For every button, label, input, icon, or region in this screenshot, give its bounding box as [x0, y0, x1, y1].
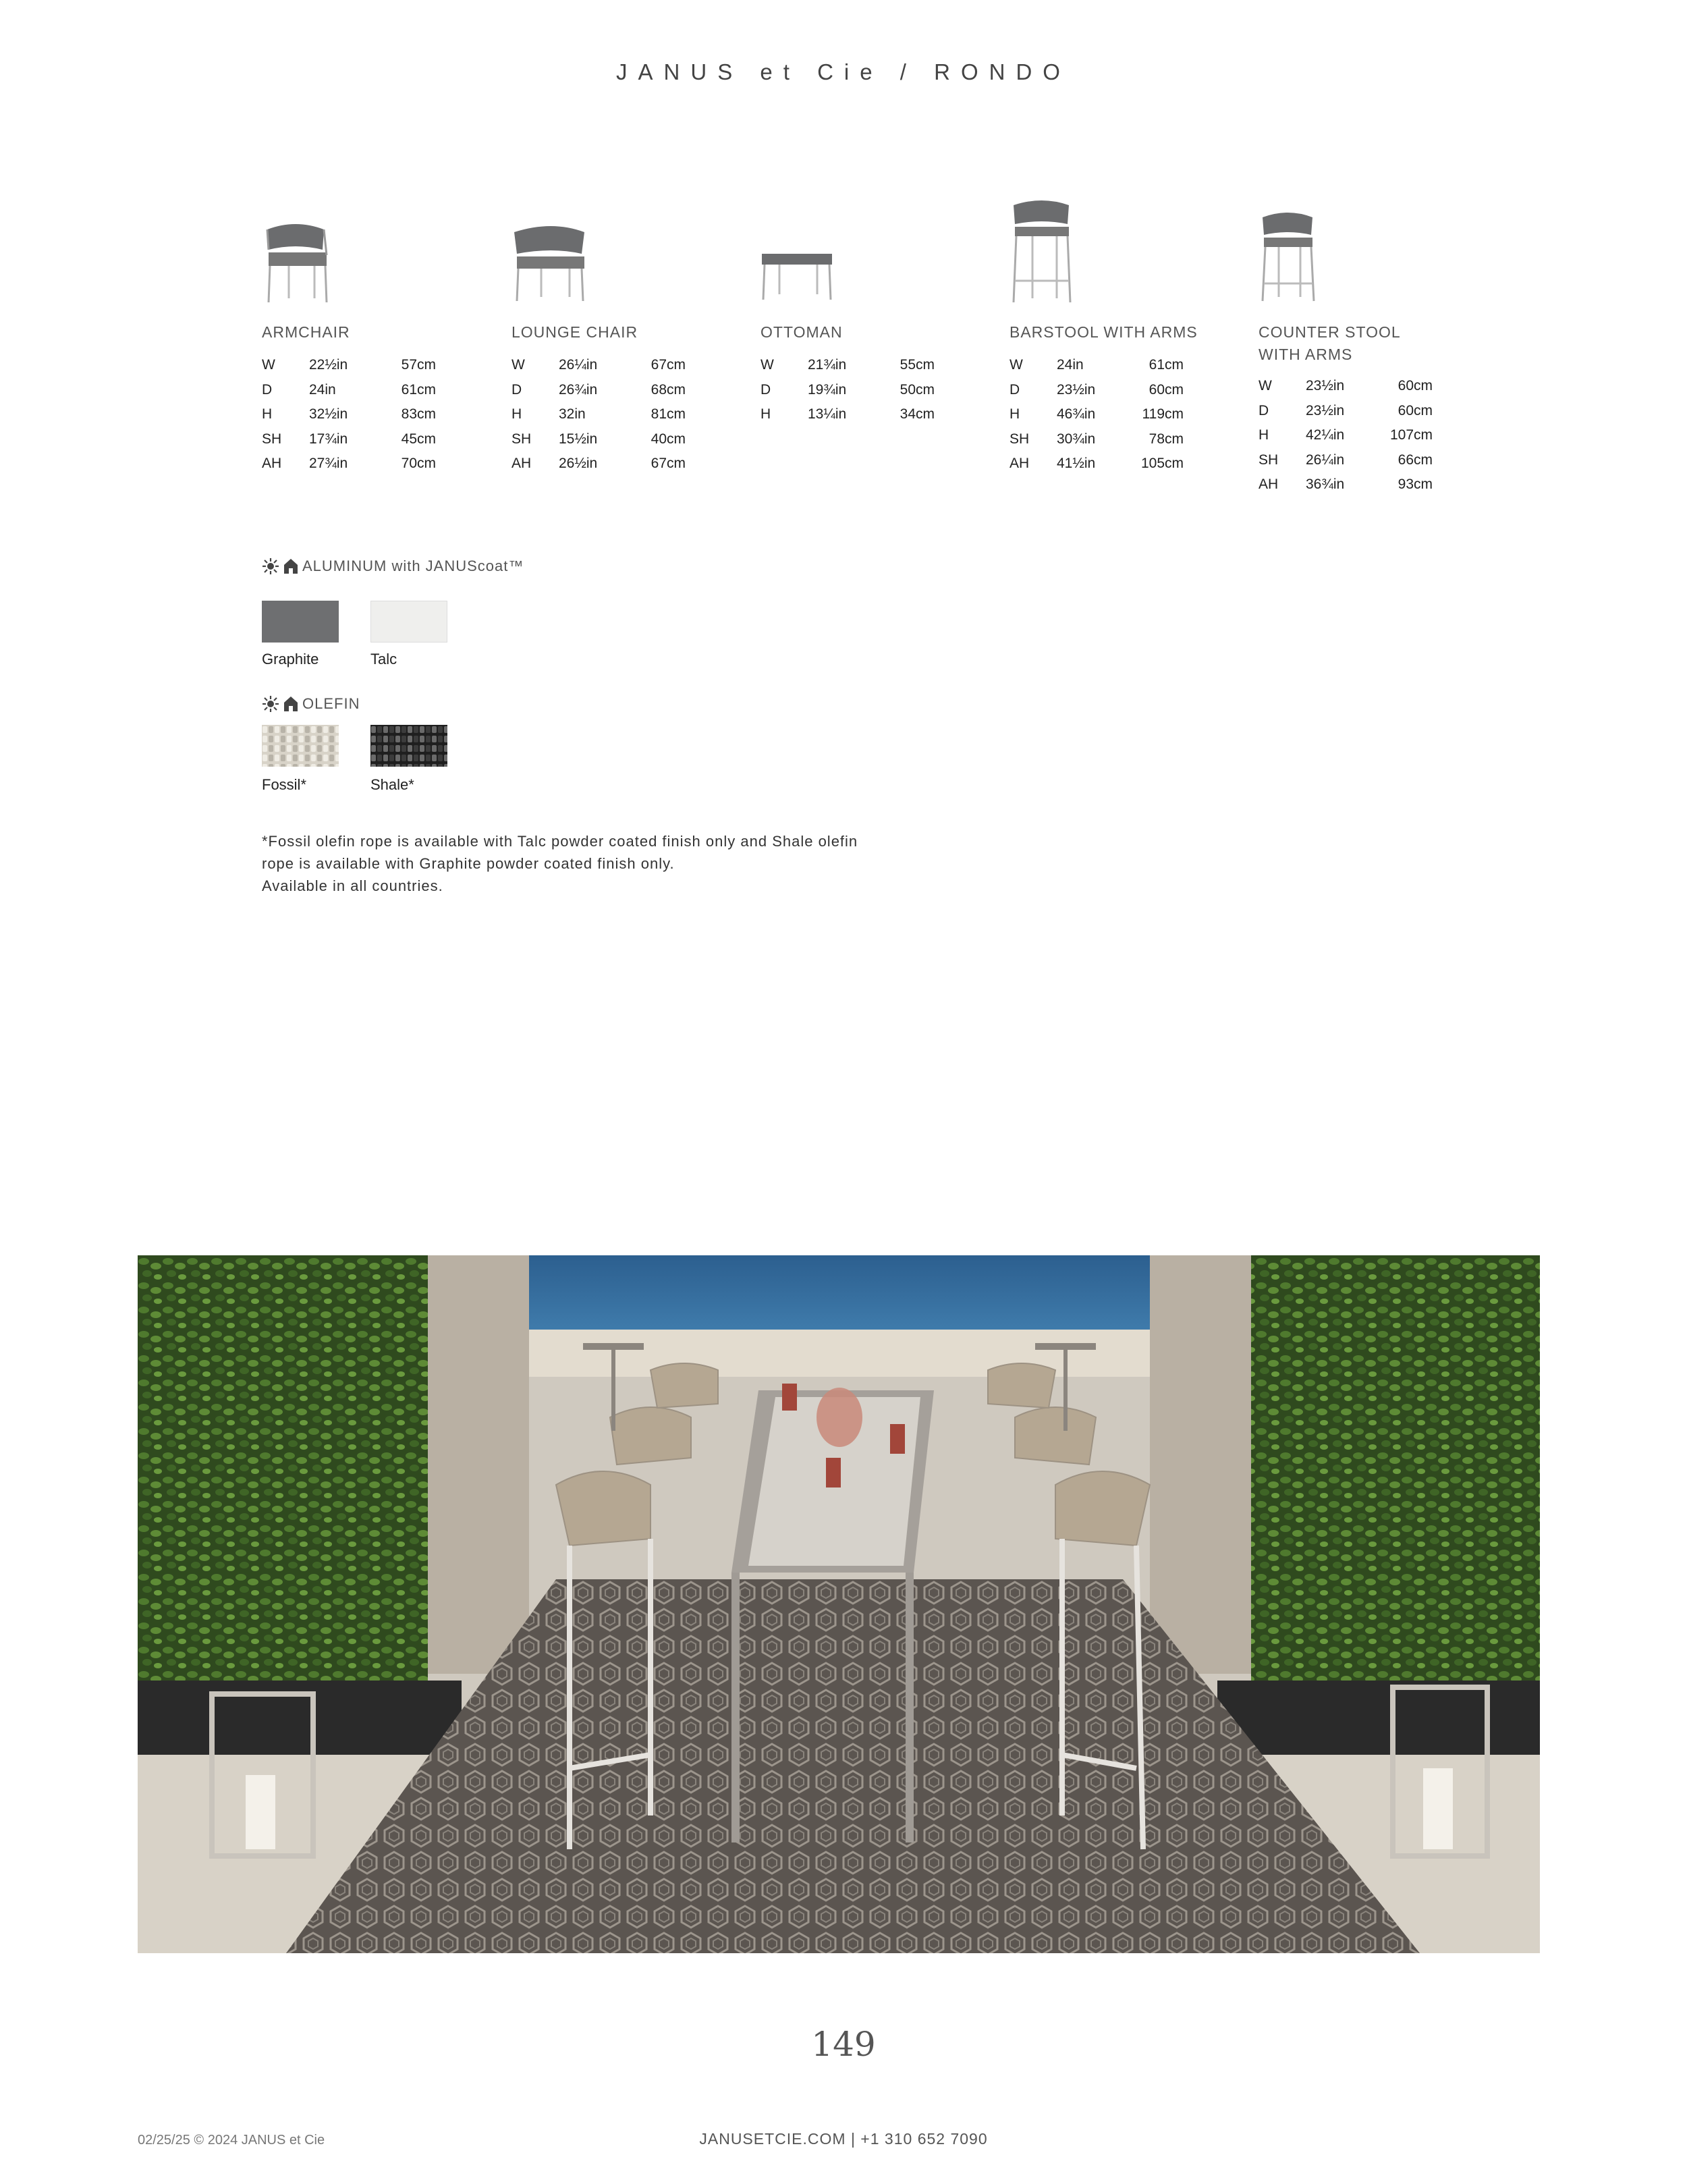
swatch-label-fossil: Fossil*: [262, 776, 307, 793]
dim-row-w: W 24in 61cm: [1010, 357, 1184, 373]
dim-row-ah: AH 26½in 67cm: [511, 456, 686, 471]
dim-row-w: W 21¾in 55cm: [760, 357, 935, 373]
dim-row-ah: AH 27¾in 70cm: [262, 456, 436, 471]
product-name: LOUNGE CHAIR: [511, 323, 638, 341]
dim-row-h: H 32½in 83cm: [262, 406, 436, 422]
product-name: BARSTOOL WITH ARMS: [1010, 323, 1198, 341]
page-number: 149: [811, 2025, 876, 2064]
page-header-title: JANUS et Cie / RONDO: [616, 59, 1071, 84]
dim-row-sh: SH 17¾in 45cm: [262, 431, 436, 447]
availability-note: *Fossil olefin rope is available with Talc powder coated finish only and Shale olefin rope is available with Graphite powder coated finish only. Available in all countries.: [262, 833, 858, 894]
dimensions-table: [760, 353, 983, 427]
lifestyle-photo: [138, 1255, 1540, 1953]
dim-row-sh: SH 30¾in 78cm: [1010, 431, 1184, 447]
barstool-image: [1010, 196, 1232, 304]
dim-row-h: H 32in 81cm: [511, 406, 686, 422]
product-ottoman: [760, 196, 983, 427]
dimensions-table: [262, 353, 485, 476]
swatch-fossil: [262, 725, 339, 767]
product-name: ARMCHAIR: [262, 323, 350, 341]
aluminum-material-heading: [262, 557, 524, 575]
dim-row-w: W 23½in 60cm: [1259, 378, 1433, 393]
product-name: OTTOMAN: [760, 323, 843, 341]
swatch-label-talc: Talc: [370, 651, 397, 667]
swatch-label-shale: Shale*: [370, 776, 414, 793]
dim-row-d: D 23½in 60cm: [1259, 402, 1433, 418]
dim-row-d: D 23½in 60cm: [1010, 381, 1184, 398]
olefin-title: OLEFIN: [302, 695, 360, 712]
sun-icon: [262, 557, 279, 575]
ottoman-image: [760, 196, 983, 304]
swatch-label-graphite: Graphite: [262, 651, 319, 667]
swatch-graphite: [262, 601, 339, 643]
dim-row-w: W 26¼in 67cm: [511, 357, 686, 373]
dim-row-d: D 24in 61cm: [262, 381, 436, 398]
dim-row-ah: AH 41½in 105cm: [1010, 456, 1184, 471]
aluminum-title: ALUMINUM with JANUScoat™: [302, 557, 524, 574]
dim-row-d: D 19¾in 50cm: [760, 381, 935, 398]
armchair-image: [262, 196, 485, 304]
swatch-talc: [370, 601, 447, 643]
sun-icon: [262, 695, 279, 713]
footer-contact: JANUSETCIE.COM | +1 310 652 7090: [699, 2130, 988, 2148]
dim-row-d: D 26¾in 68cm: [511, 381, 686, 398]
footer-date-copyright: 02/25/25 © 2024 JANUS et Cie: [138, 2133, 325, 2148]
product-armchair: [262, 196, 485, 476]
dim-row-sh: SH 26¼in 66cm: [1259, 452, 1433, 468]
dim-row-h: H 42¼in 107cm: [1259, 427, 1433, 443]
olefin-material-heading: [262, 695, 360, 713]
swatch-shale: [370, 725, 447, 767]
house-icon: [283, 558, 298, 574]
dim-row-ah: AH 36¾in 93cm: [1259, 476, 1433, 492]
product-name: COUNTER STOOL WITH ARMS: [1259, 323, 1401, 363]
dim-row-h: H 13¼in 34cm: [760, 406, 935, 422]
dim-row-h: H 46¾in 119cm: [1010, 406, 1184, 422]
product-lounge-chair: [511, 196, 734, 476]
counter-stool-image: [1259, 196, 1481, 304]
product-barstool-with-arms: [1010, 196, 1232, 476]
dim-row-sh: SH 15½in 40cm: [511, 431, 686, 447]
lounge-chair-image: [511, 196, 734, 304]
dimensions-table: [511, 353, 734, 476]
product-counter-stool-with-arms: [1259, 196, 1481, 497]
dimensions-table: [1259, 374, 1481, 497]
dim-row-w: W 22½in 57cm: [262, 357, 436, 373]
dimensions-table: [1010, 353, 1232, 476]
house-icon: [283, 696, 298, 712]
